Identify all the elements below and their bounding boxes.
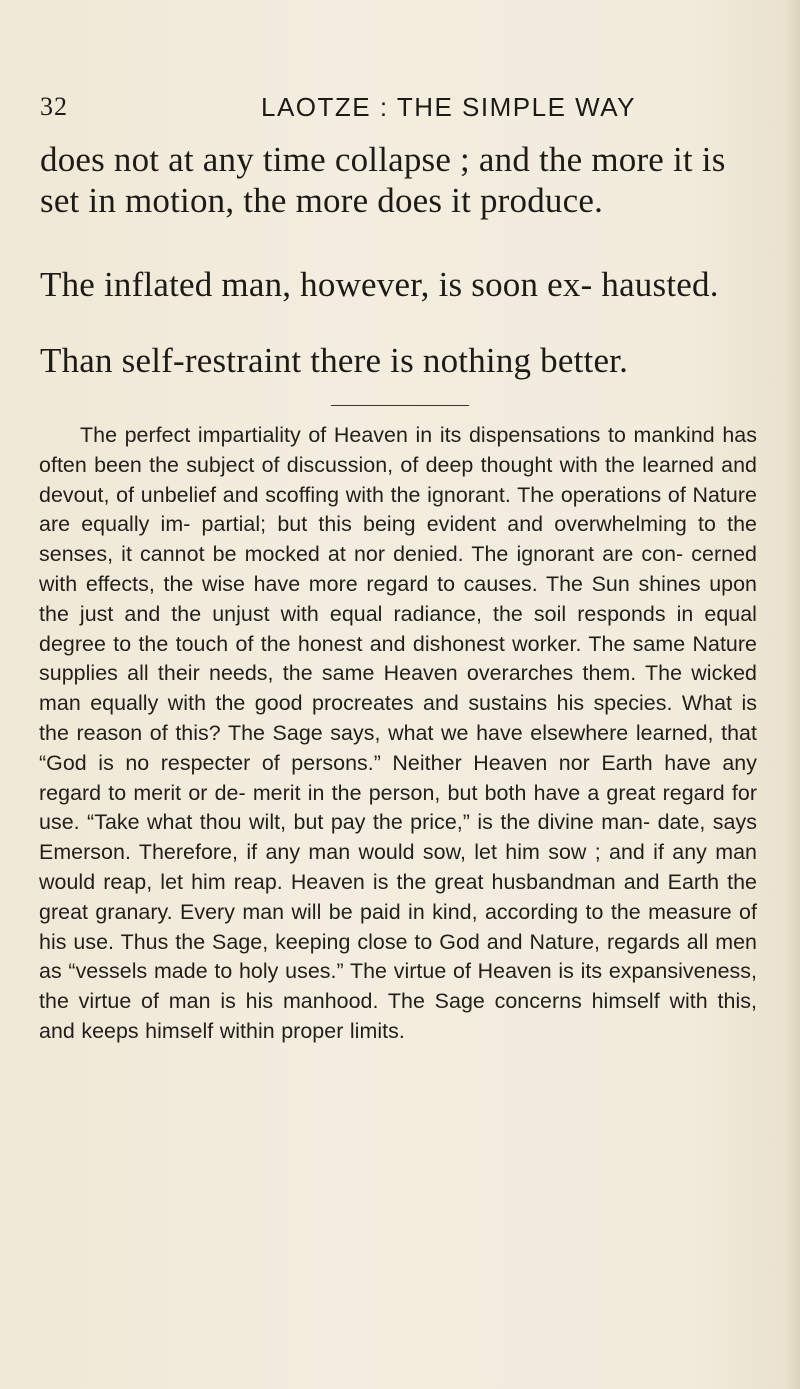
verse-text: Than self-restraint there is nothing better. xyxy=(40,341,629,380)
page-header xyxy=(40,88,760,128)
running-title: LAOTZE : THE SIMPLE WAY xyxy=(261,92,636,122)
section-divider xyxy=(331,405,469,406)
verse-text: The inflated man, however, is soon ex- hausted. xyxy=(40,265,719,304)
page-number: 32 xyxy=(40,92,68,121)
page-edge-shadow xyxy=(786,0,800,1389)
commentary-paragraph: The perfect impartiality of Heaven in its dispensations to mankind has often been the subject of discussion, of deep thought with the learned and devout, of unbelief and scoffing with the ignorant. The operations of Nature are equally im- partial; but this being evident and overwhelming to the senses, it cannot be mocked at nor denied. The ignorant are con- cerned with effects, the wise have more regard to causes. The Sun shines upon the just and the unjust with equal radiance, the soil responds in equal degree to the touch of the honest and dishonest worker. The same Nature supplies all their needs, the same Heaven overarches them. The wicked man equally with the good procreates and sustains his species. What is the reason of this? The Sage says, what we have elsewhere learned, that “God is no respecter of persons.” Neither Heaven nor Earth have any regard to merit or de- merit in the person, but both have a great regard for use. “Take what thou wilt, but pay the price,” is the divine man- date, says Emerson. Therefore, if any man would sow, let him sow ; and if any man would reap, let him reap. Heaven is the great husbandman and Earth the great granary. Every man will be paid in kind, according to the measure of his use. Thus the Sage, keeping close to God and Nature, regards all men as “vessels made to holy uses.” The virtue of Heaven is its expansiveness, the virtue of man is his manhood. The Sage concerns himself with this, and keeps himself within proper limits. xyxy=(39,423,757,1043)
verse-text: does not at any time collapse ; and the more it is set in motion, the more does it produce. xyxy=(40,140,726,220)
